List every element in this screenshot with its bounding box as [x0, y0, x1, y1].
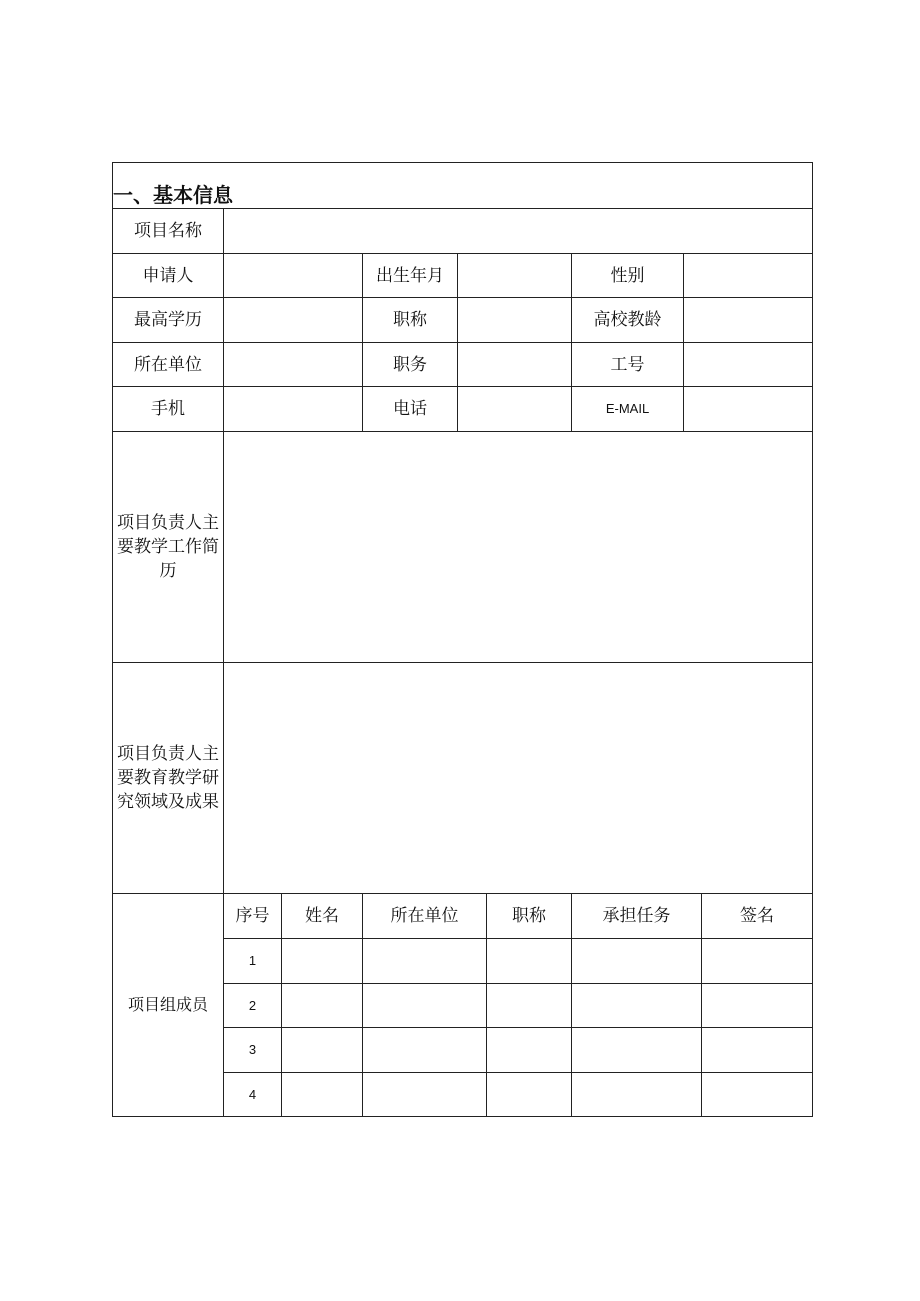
education-field[interactable]: [224, 298, 363, 343]
header-title: 职称: [487, 894, 572, 939]
member-task-field[interactable]: [572, 939, 702, 984]
member-name-field[interactable]: [282, 1073, 363, 1116]
member-row-index: 4: [224, 1073, 282, 1116]
unit-field[interactable]: [224, 343, 363, 387]
header-unit: 所在单位: [363, 894, 487, 939]
gender-field[interactable]: [684, 254, 812, 298]
label-gender: 性别: [572, 254, 684, 298]
member-signature-field[interactable]: [702, 1028, 812, 1073]
application-form: [112, 162, 813, 1117]
member-row-index: 1: [224, 939, 282, 984]
member-title-field[interactable]: [487, 939, 572, 984]
label-resume: 项目负责人主要教学工作简历: [113, 432, 224, 663]
section-title: 一、基本信息: [113, 163, 812, 209]
member-row-index: 3: [224, 1028, 282, 1073]
label-title: 职称: [363, 298, 458, 343]
member-signature-field[interactable]: [702, 939, 812, 984]
label-mobile: 手机: [113, 387, 224, 432]
position-field[interactable]: [458, 343, 572, 387]
member-task-field[interactable]: [572, 984, 702, 1028]
label-phone: 电话: [363, 387, 458, 432]
staff-id-field[interactable]: [684, 343, 812, 387]
label-members: 项目组成员: [113, 894, 224, 1116]
resume-field[interactable]: [224, 432, 812, 663]
title-field[interactable]: [458, 298, 572, 343]
member-title-field[interactable]: [487, 1073, 572, 1116]
birth-field[interactable]: [458, 254, 572, 298]
mobile-field[interactable]: [224, 387, 363, 432]
teaching-years-field[interactable]: [684, 298, 812, 343]
member-signature-field[interactable]: [702, 1073, 812, 1116]
member-unit-field[interactable]: [363, 939, 487, 984]
label-project-name: 项目名称: [113, 209, 224, 254]
header-task: 承担任务: [572, 894, 702, 939]
member-name-field[interactable]: [282, 1028, 363, 1073]
member-row-index: 2: [224, 984, 282, 1028]
member-task-field[interactable]: [572, 1028, 702, 1073]
member-unit-field[interactable]: [363, 1073, 487, 1116]
label-email: E-MAIL: [572, 387, 684, 432]
email-field[interactable]: [684, 387, 812, 432]
member-title-field[interactable]: [487, 984, 572, 1028]
label-unit: 所在单位: [113, 343, 224, 387]
member-unit-field[interactable]: [363, 1028, 487, 1073]
header-signature: 签名: [702, 894, 812, 939]
applicant-field[interactable]: [224, 254, 363, 298]
label-applicant: 申请人: [113, 254, 224, 298]
label-staff-id: 工号: [572, 343, 684, 387]
phone-field[interactable]: [458, 387, 572, 432]
label-research: 项目负责人主要教育教学研究领域及成果: [113, 663, 224, 894]
member-name-field[interactable]: [282, 984, 363, 1028]
member-unit-field[interactable]: [363, 984, 487, 1028]
label-education: 最高学历: [113, 298, 224, 343]
header-index: 序号: [224, 894, 282, 939]
header-name: 姓名: [282, 894, 363, 939]
member-title-field[interactable]: [487, 1028, 572, 1073]
research-field[interactable]: [224, 663, 812, 894]
label-teaching-years: 高校教龄: [572, 298, 684, 343]
label-position: 职务: [363, 343, 458, 387]
member-name-field[interactable]: [282, 939, 363, 984]
member-task-field[interactable]: [572, 1073, 702, 1116]
member-signature-field[interactable]: [702, 984, 812, 1028]
label-birth: 出生年月: [363, 254, 458, 298]
project-name-field[interactable]: [224, 209, 812, 254]
